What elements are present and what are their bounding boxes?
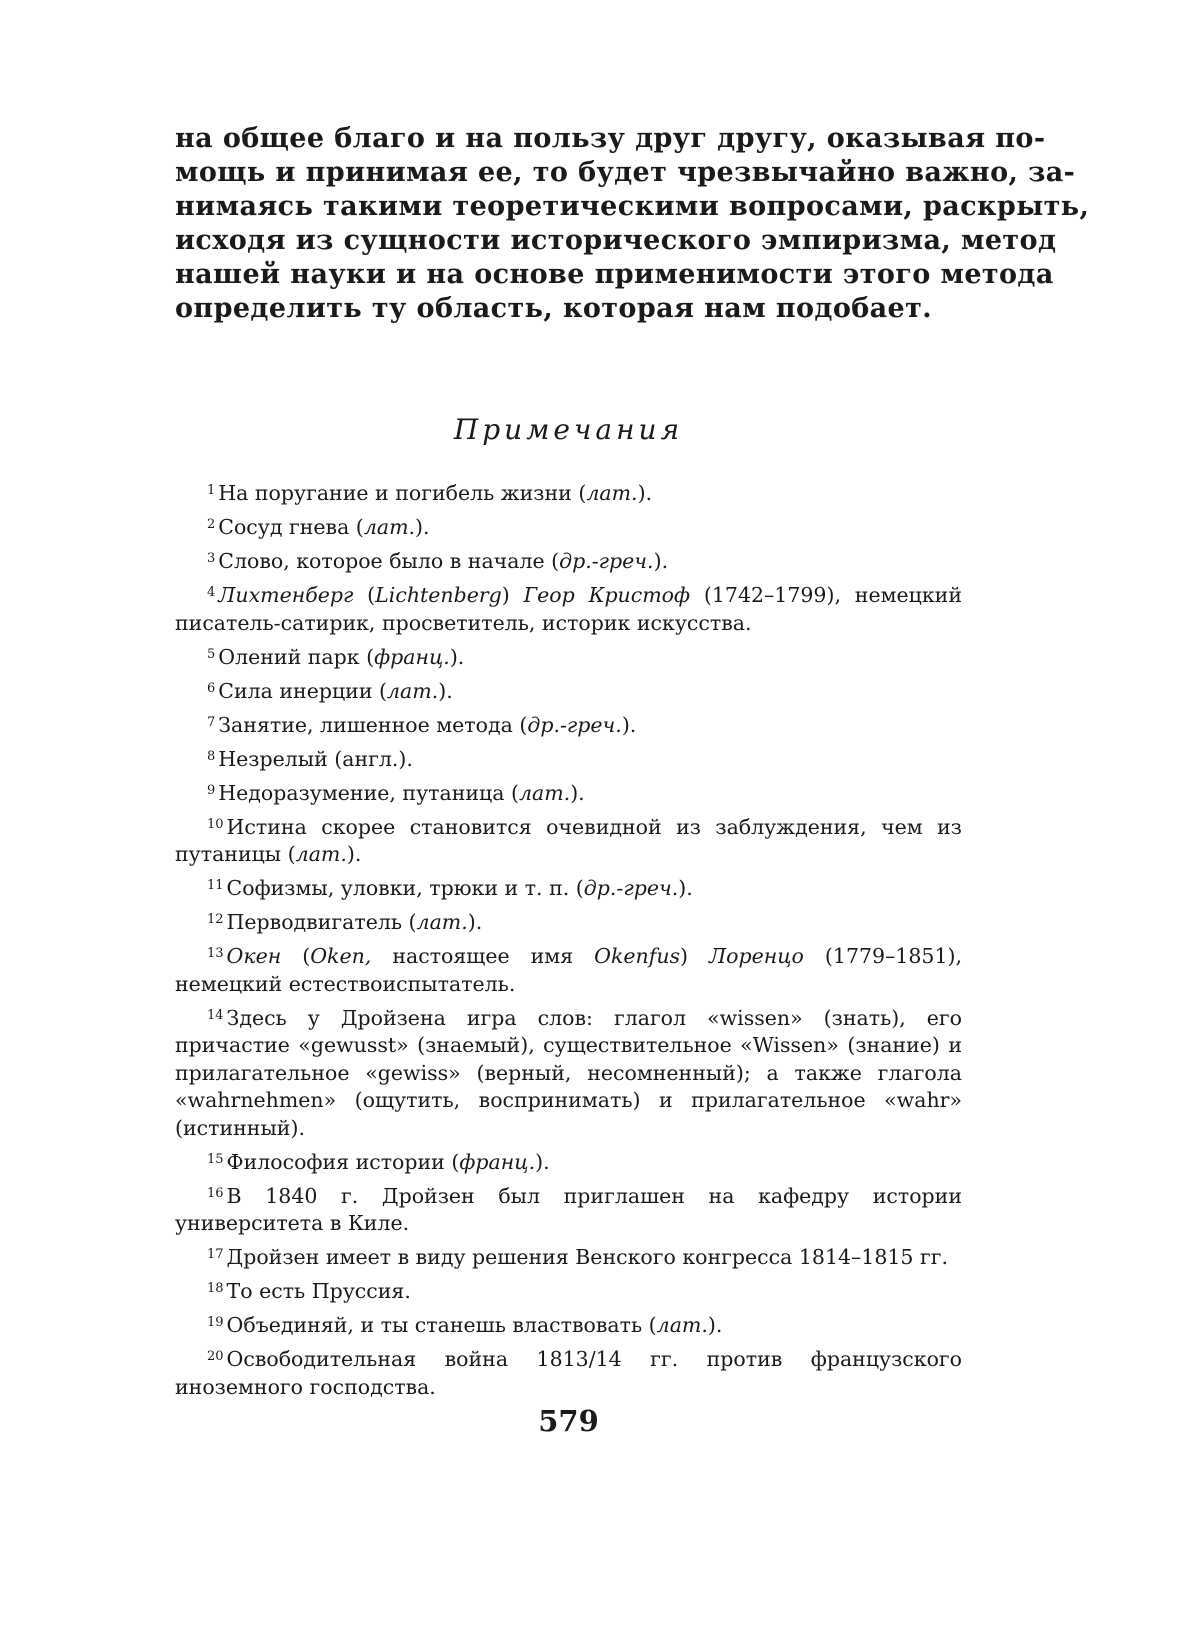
footnote-text: Освободительная война 1813/14 гг. против французского иноземного господства. — [175, 1347, 962, 1399]
footnote-text: лат. — [416, 910, 468, 934]
footnote — [175, 1002, 962, 1143]
footnote-text: Сила инерции ( — [218, 678, 387, 703]
footnote-text: ). — [415, 515, 430, 539]
footnote — [175, 641, 962, 672]
footnote-text: Геор Кристоф — [523, 583, 691, 607]
footnote-text: ) — [680, 944, 710, 968]
footnote — [175, 1146, 962, 1177]
footnote-text: ). — [346, 842, 362, 866]
footnote-text: (1779–1851), немецкий естествоиспытатель. — [175, 944, 963, 996]
footnote-number: 6 — [207, 680, 216, 696]
body-line: мощь и принимая ее, то будет чрезвычайно важно, за- — [175, 157, 1076, 188]
footnote-text: ). — [438, 678, 453, 703]
footnote-text: др.-греч. — [559, 549, 654, 573]
page-number: 579 — [538, 1404, 599, 1438]
footnote-number: 4 — [207, 585, 216, 600]
footnote-number: 16 — [207, 1185, 224, 1201]
footnote-text: др.-греч. — [583, 876, 679, 900]
footnote — [175, 709, 962, 740]
footnote-text: Дройзен имеет в виду решения Венского конгресса 1814–1815 гг. — [226, 1245, 948, 1269]
footnote-text: лат. — [387, 678, 439, 703]
footnote-text: Oken, — [310, 944, 372, 968]
footnote — [175, 906, 962, 937]
body-line: исходя из сущности исторического эмпиризма, метод — [175, 225, 1057, 256]
footnote-text: То есть Пруссия. — [226, 1279, 411, 1303]
footnote — [175, 1309, 962, 1340]
footnote-text: настоящее имя — [371, 944, 595, 968]
footnote — [175, 675, 962, 706]
footnote-text: Истина скорее становится очевидной из заблуждения, чем из путаницы ( — [175, 814, 962, 866]
footnote-text: Философия истории ( — [226, 1149, 460, 1174]
footnote-number: 3 — [207, 551, 216, 566]
footnote-number: 15 — [207, 1151, 224, 1167]
footnote-number: 5 — [207, 646, 216, 662]
notes-heading: Примечания — [453, 413, 684, 446]
footnote-number: 9 — [207, 782, 216, 798]
footnote-text: Олений парк ( — [218, 644, 375, 669]
footnote-text: лат. — [586, 481, 638, 505]
footnote-text: Софизмы, уловки, трюки и т. п. ( — [226, 876, 584, 900]
footnote-text: ). — [653, 549, 669, 573]
body-line: нимаясь такими теоретическими вопросами, раскрыть, — [175, 191, 1090, 222]
footnote-text: (1742–1799), немецкий писатель-сатирик, просветитель, историк искусства. — [175, 583, 962, 635]
footnote — [175, 1180, 962, 1238]
footnote-number: 18 — [207, 1281, 224, 1296]
footnote-text: ). — [621, 712, 637, 737]
footnote-text: Слово, которое было в начале ( — [218, 549, 560, 573]
footnote-text: В 1840 г. Дройзен был приглашен на кафедру истории университета в Киле. — [175, 1183, 962, 1235]
footnote — [175, 511, 962, 542]
footnote — [175, 743, 962, 774]
footnote-text: Лоренцо — [709, 944, 804, 968]
footnote — [175, 940, 962, 998]
footnote — [175, 777, 962, 808]
footnote — [175, 1275, 962, 1306]
footnote-text: лат. — [363, 515, 416, 539]
footnote-text: Здесь у Дройзена игра слов: глагол «wissen» (знать), его причастие «gewusst» (знаемый), существительное «Wissen» (знание) и прилагательное «gewiss» (верный, несомненный); а также глагола «wahrnehmen» (ощутить, воспринимать) и прилагательное «wahr» (истинный). — [175, 1005, 962, 1140]
footnote-number: 7 — [207, 714, 216, 730]
footnote-text: лат. — [656, 1313, 708, 1337]
footnote-number: 8 — [207, 748, 216, 764]
footnote-text: Занятие, лишенное метода ( — [218, 712, 528, 737]
body-paragraph — [175, 122, 1090, 326]
footnote-text: ). — [637, 481, 653, 505]
footnote-text: ). — [570, 780, 585, 805]
footnote-text: лат. — [295, 842, 347, 866]
footnote-number: 17 — [207, 1247, 224, 1262]
footnote-number: 13 — [207, 946, 224, 961]
footnote — [175, 872, 962, 903]
footnote-text: др.-греч. — [527, 712, 622, 737]
footnote-number: 14 — [207, 1007, 224, 1023]
footnote-text: франц. — [459, 1149, 536, 1174]
footnote-number: 10 — [207, 816, 224, 832]
footnote-text: ). — [449, 644, 465, 669]
footnote — [175, 1241, 962, 1272]
footnote-number: 2 — [207, 517, 216, 532]
footnote-text: ( — [353, 583, 376, 607]
footnote-text: ( — [281, 944, 311, 968]
footnote-text: На поругание и погибель жизни ( — [218, 481, 587, 505]
book-page — [175, 0, 1090, 1633]
footnote-text: Lichtenberg — [375, 583, 502, 607]
footnote-number: 20 — [207, 1349, 224, 1364]
footnote-text: лат. — [518, 780, 571, 805]
footnote-text: ). — [535, 1149, 550, 1174]
footnote-text: Незрелый (англ.). — [218, 746, 413, 771]
footnote-text: ). — [678, 876, 693, 900]
footnote — [175, 1343, 962, 1401]
footnote-number: 12 — [207, 912, 224, 927]
footnote-text: Перводвигатель ( — [226, 910, 417, 934]
footnote — [175, 579, 962, 637]
footnote — [175, 477, 962, 508]
footnote-text: ) — [501, 583, 524, 607]
footnote-text: Окен — [226, 944, 282, 968]
footnote-number: 1 — [207, 483, 216, 498]
footnote-text: Недоразумение, путаница ( — [218, 780, 519, 805]
footnote-text: Okenfus — [594, 944, 681, 968]
footnote-text: Сосуд гнева ( — [218, 515, 364, 539]
footnote-number: 11 — [207, 878, 224, 893]
body-line: определить ту область, которая нам подобает. — [175, 293, 933, 324]
footnote — [175, 545, 962, 576]
notes-list — [175, 477, 962, 1405]
footnote-number: 19 — [207, 1315, 224, 1330]
footnote-text: Лихтенберг — [218, 583, 354, 607]
footnote-text: ). — [467, 910, 483, 934]
footnote — [175, 811, 962, 869]
body-line: нашей науки и на основе применимости этого метода — [175, 259, 1054, 290]
footnote-text: ). — [707, 1313, 723, 1337]
footnote-text: франц. — [374, 644, 450, 669]
body-line: на общее благо и на пользу друг другу, оказывая по- — [175, 123, 1046, 154]
footnote-text: Объединяй, и ты станешь властвовать ( — [226, 1313, 657, 1337]
